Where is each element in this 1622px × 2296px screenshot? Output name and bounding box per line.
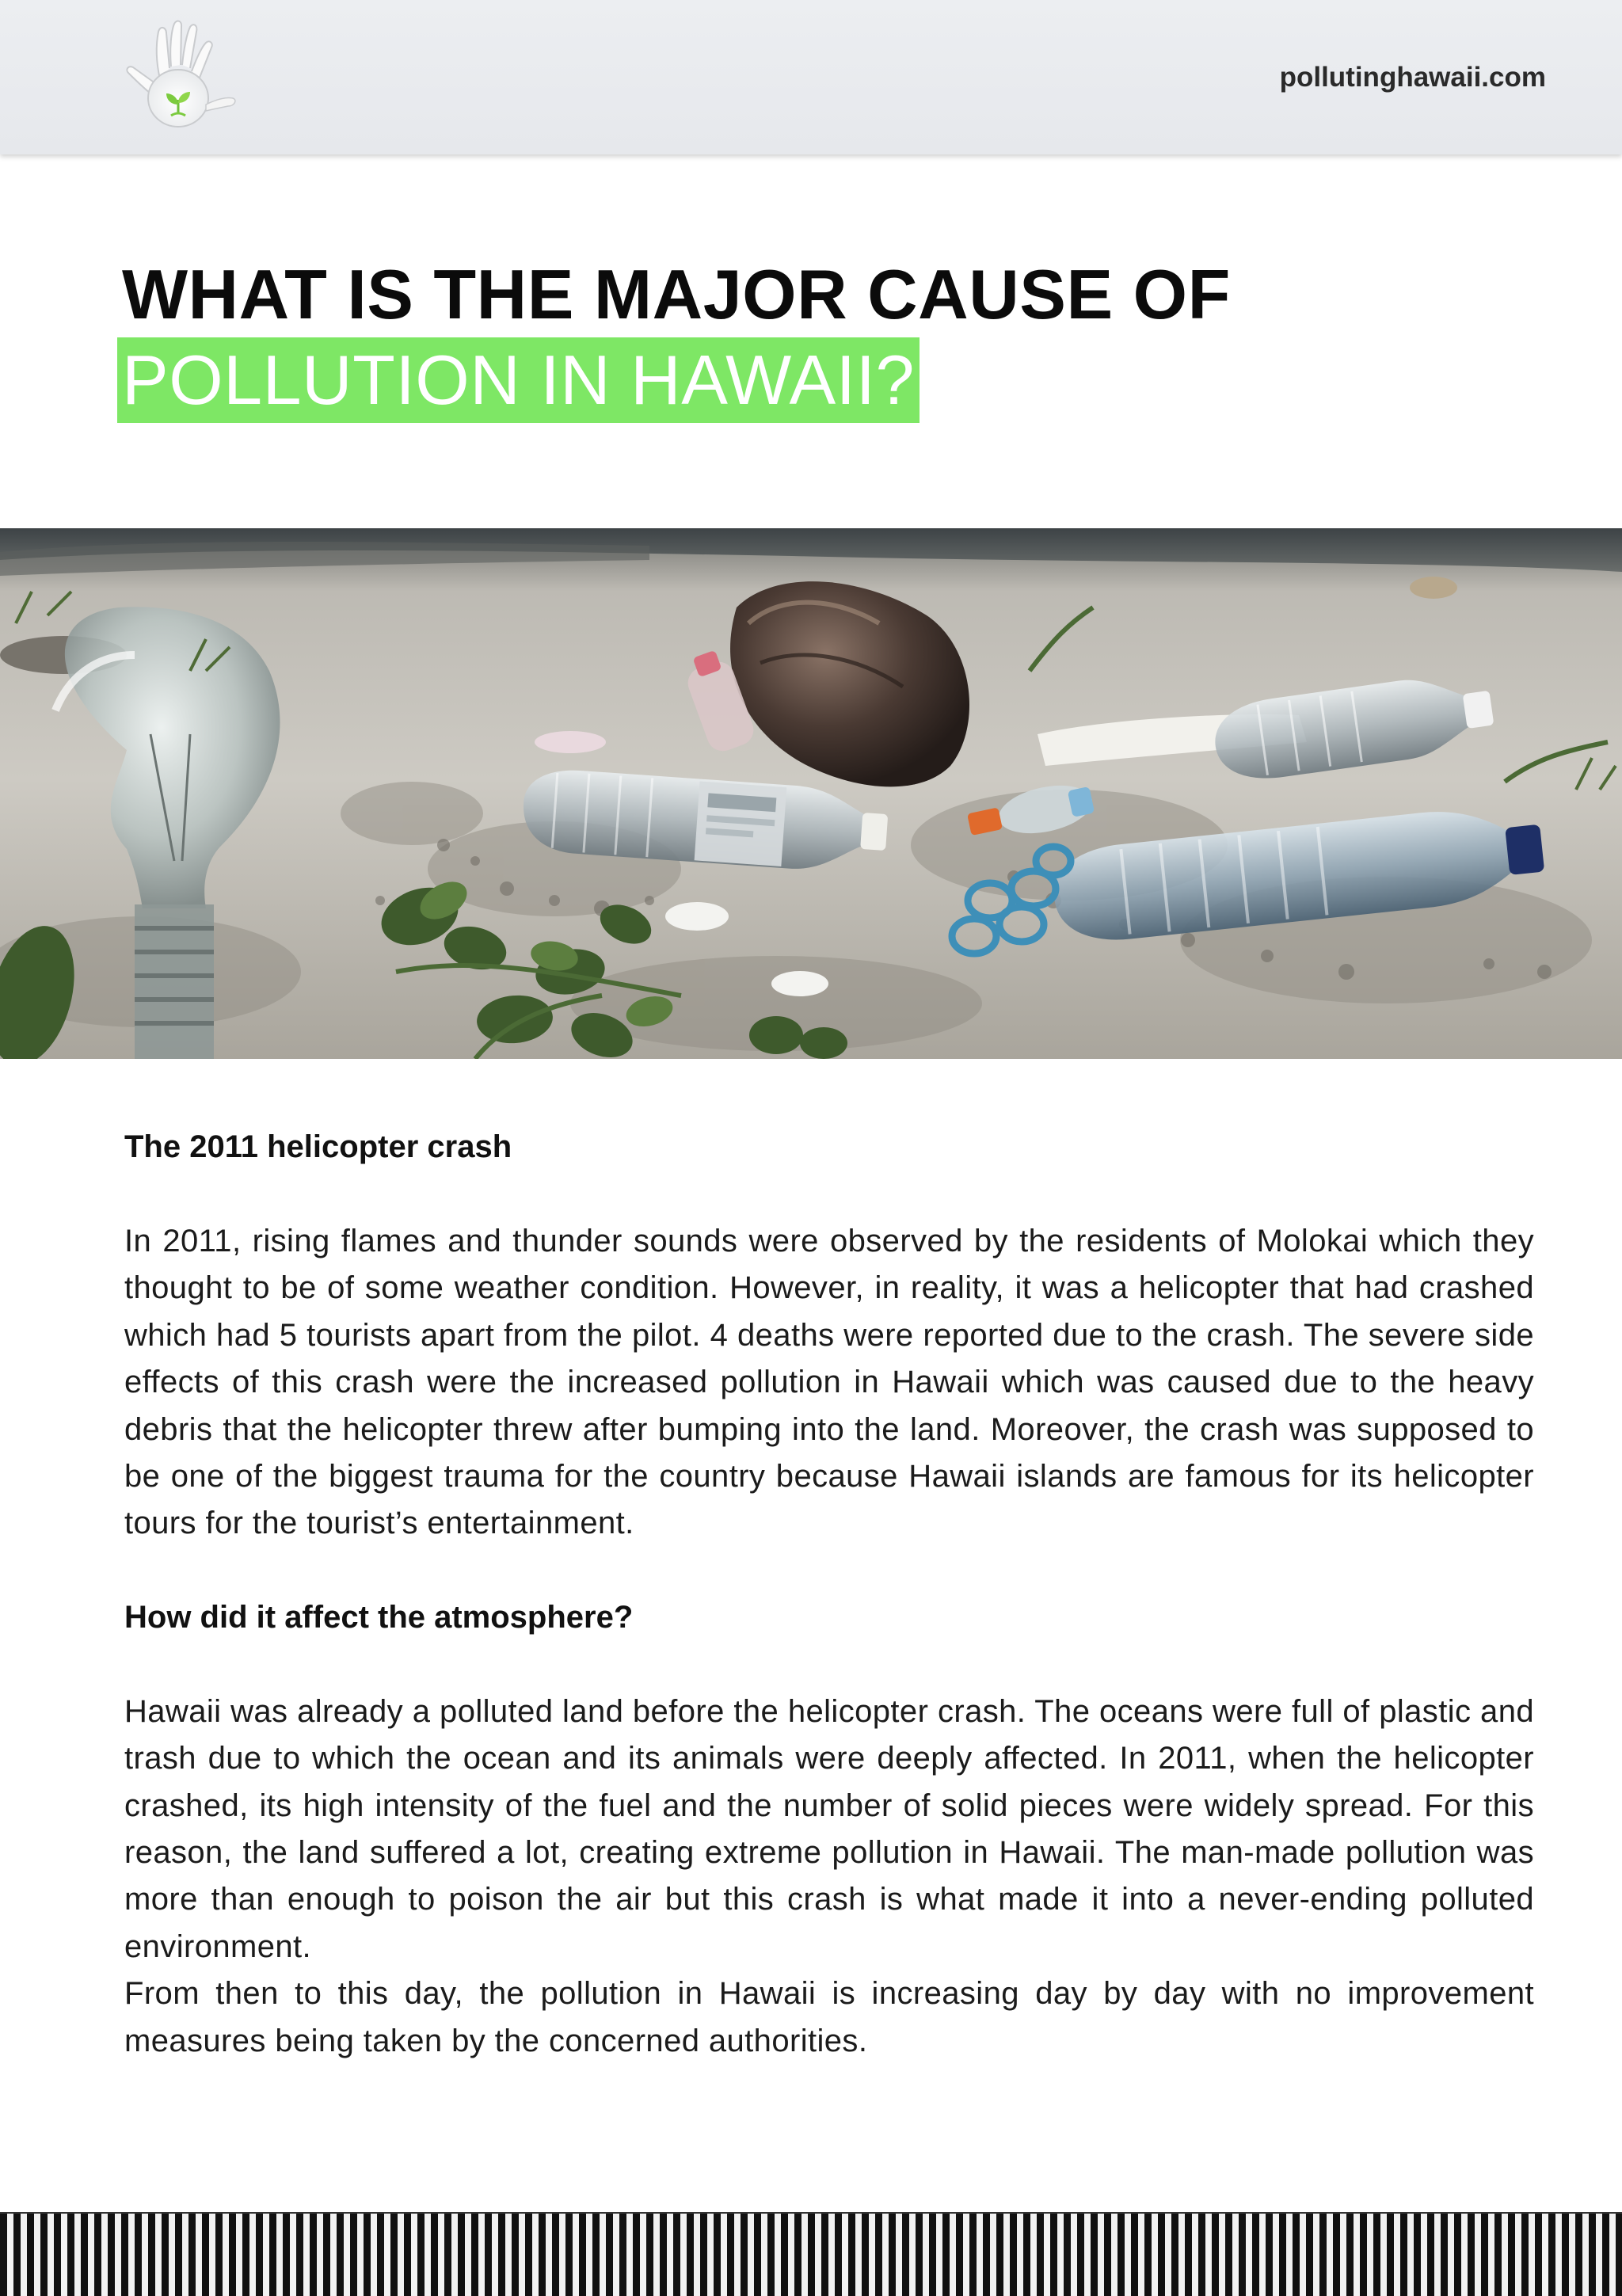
section-heading-atmosphere: How did it affect the atmosphere? [124, 1599, 634, 1635]
title-line-2-highlighted: POLLUTION IN HAWAII? [117, 337, 920, 423]
section-heading-helicopter-crash: The 2011 helicopter crash [124, 1129, 512, 1164]
article-body [124, 1125, 1534, 2065]
site-url-link[interactable]: pollutinghawaii.com [1279, 62, 1546, 93]
paragraph: From then to this day, the pollution in Hawaii is increasing day by day with no improvement measures being taken by the concerned authorities. [124, 1976, 1534, 2058]
paragraph: Hawaii was already a polluted land before the helicopter crash. The oceans were full of plastic and trash due to which the ocean and its animals were deeply affected. In 2011, when the helicopter crashed, its high intensity of the fuel and the number of solid pieces were widely spread. For this reason, the land suffered a lot, creating extreme pollution in Hawaii. The man-made pollution was more than enough to poison the air but this crash is what made it into a never-ending polluted environment. [124, 1693, 1534, 1964]
barcode-stripes-footer [0, 2212, 1622, 2296]
page-header [0, 0, 1622, 154]
page-title [122, 252, 1231, 423]
beach-litter-image [0, 528, 1622, 1059]
paragraph: In 2011, rising flames and thunder sounds were observed by the residents of Molokai which they thought to be of some weather condition. However, in reality, it was a helicopter that had crashed which had 5 tourists apart from the pilot. 4 deaths were reported due to the crash. The severe side effects of this crash were the increased pollution in Hawaii which was caused due to the heavy debris that the helicopter threw after bumping into the land. Moreover, the crash was supposed to be one of the biggest trauma for the country because Hawaii islands are famous for its helicopter tours for the tourist’s entertainment. [124, 1224, 1534, 1541]
title-line-1: WHAT IS THE MAJOR CAUSE OF [122, 255, 1231, 333]
hand-with-leaf-icon[interactable] [119, 17, 242, 136]
